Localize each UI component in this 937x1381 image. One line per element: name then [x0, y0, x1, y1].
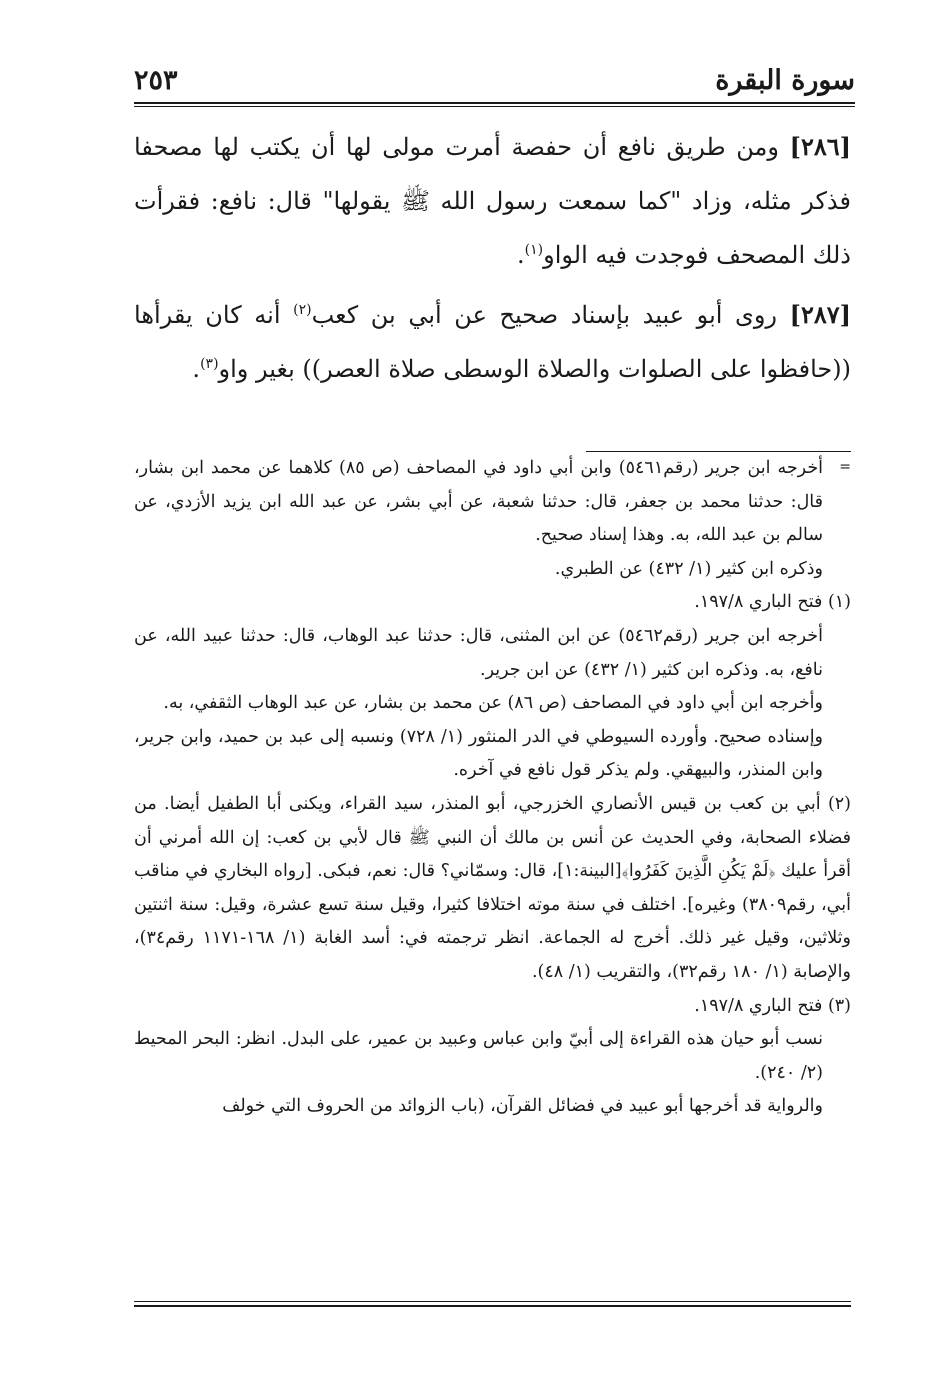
- footnotes: [134, 452, 851, 1124]
- footnote-ref: (١): [524, 242, 544, 258]
- footnote-text: أبي بن كعب بن قيس الأنصاري الخزرجي، أبو المنذر، سيد القراء، ويكنى أبا الطفيل أيضا. من فضلاء الصحابة، وفي الحديث عن أنس بن مالك أن النبي ﷺ قال لأبي بن كعب: إن الله أمرني أن أقرأ عليك ﴿لَمْ يَكُنِ الَّذِينَ كَفَرُوا﴾[البينة:١]، قال: وسمّاني؟ قال: نعم، فبكى. [رواه البخاري في مناقب أبي، رقم٣٨٠٩) وغيره]. اختلف في سنة موته اختلافا كثيرا، وقيل سنة تسع عشرة، وقيل: سنة اثنتين وثلاثين، وقيل غير ذلك. أخرج له الجماعة. انظر ترجمته في: أسد الغابة (١/ ١٦٨-١١٧١ رقم٣٤)، والإصابة (١/ ١٨٠ رقم٣٢)، والتقريب (١/ ٤٨).: [134, 793, 851, 982]
- footnote-1: [134, 586, 851, 620]
- paragraph-text: روى أبو عبيد بإسناد صحيح عن أبي بن كعب: [311, 301, 790, 329]
- footer-rule: [134, 1301, 851, 1307]
- footnote-paragraph: والرواية قد أخرجها أبو عبيد في فضائل القرآن، (باب الزوائد من الحروف التي خولف: [222, 1096, 823, 1117]
- footnote-label: (٢): [827, 793, 851, 814]
- paragraph-text: ومن طريق نافع أن حفصة أمرت مولى لها أن يكتب لها مصحفا فذكر مثله، وزاد "كما سمعت رسول الله ﷺ يقولها" قال: نافع: فقرأت ذلك المصحف فوجدت فيه الواو: [134, 133, 851, 269]
- paragraph-286: [134, 120, 851, 282]
- surah-title: سورة البقرة: [715, 65, 855, 96]
- footnote-paragraph: وإسناده صحيح. وأورده السيوطي في الدر المنثور (١/ ٧٢٨) ونسبه إلى عبد بن حميد، وابن جرير، وابن المنذر، والبيهقي. ولم يذكر قول نافع في آخره.: [134, 726, 824, 781]
- footnote-label: (٣): [827, 995, 851, 1016]
- footnote-text: فتح الباري ١٩٧/٨.: [694, 995, 828, 1016]
- paragraph-end: .: [517, 241, 525, 269]
- paragraph-text: أنه كان يقرأها ((حافظوا على الصلوات والصلاة الوسطى صلاة العصر)) بغير واو: [134, 301, 851, 383]
- footnote-3: [134, 990, 851, 1024]
- paragraph-end: .: [192, 355, 201, 383]
- footnote-ref: (٢): [293, 302, 312, 318]
- footnote-continuation: أخرجه ابن جرير (رقم٥٤٦١) وابن أبي داود في المصاحف (ص ٨٥) كلاهما عن محمد ابن بشار، قال: حدثنا محمد بن جعفر، قال: حدثنا شعبة، عن أبي بشر، عن عبد الله ابن يزيد الأزدي، عن سالم بن عبد الله، به. وهذا إسناد صحيح.: [134, 458, 824, 546]
- entry-number: [٢٨٧]: [789, 300, 852, 329]
- footnote-ref: (٣): [200, 356, 219, 372]
- footnote-continuation: وذكره ابن كثير (١/ ٤٣٢) عن الطبري.: [554, 558, 823, 579]
- footnote-paragraph: نسب أبو حيان هذه القراءة إلى أبيّ وابن عباس وعبيد بن عمير، على البدل. انظر: البحر المحيط (٢/ ٢٤٠).: [134, 1029, 823, 1083]
- footnote-label: (١): [827, 592, 851, 613]
- footnote-paragraph: أخرجه ابن جرير (رقم٥٤٦٢) عن ابن المثنى، قال: حدثنا عبد الوهاب، قال: حدثنا عبيد الله، عن نافع، به. وذكره ابن كثير (١/ ٤٣٢) عن ابن جرير.: [134, 625, 823, 680]
- entry-number: [٢٨٦]: [789, 132, 851, 161]
- header-rule: [134, 102, 855, 107]
- footnote-paragraph: وأخرجه ابن أبي داود في المصاحف (ص ٨٦) عن محمد بن بشار، عن عبد الوهاب الثقفي، به.: [163, 693, 823, 714]
- running-header: [134, 56, 855, 96]
- footnote-2: [134, 788, 851, 990]
- paragraph-287: [134, 288, 851, 396]
- continuation-mark: =: [839, 459, 851, 475]
- page-number: ٢٥٣: [134, 65, 178, 96]
- main-text: [134, 120, 851, 402]
- footnote-text: فتح الباري ١٩٧/٨.: [694, 592, 828, 613]
